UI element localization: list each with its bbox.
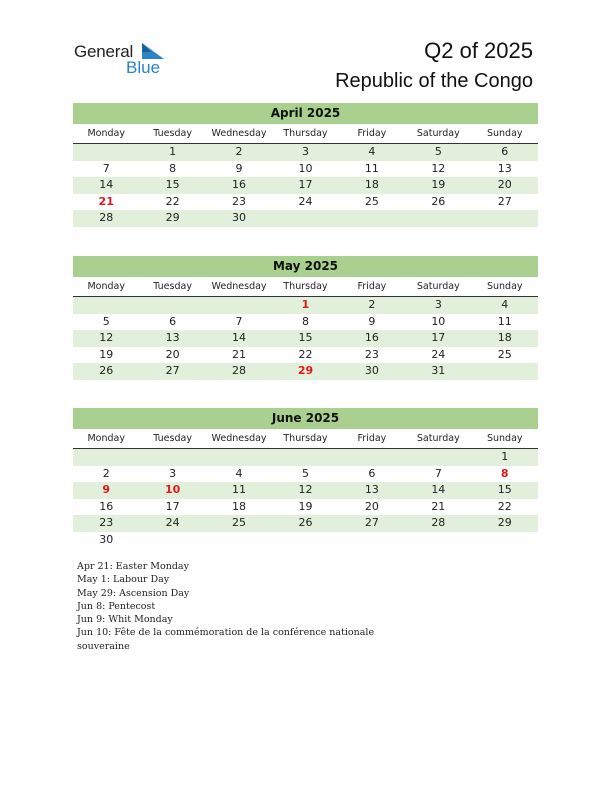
day-cell: 28 xyxy=(99,211,114,224)
day-cell: 11 xyxy=(232,483,247,496)
holiday-day-cell: 10 xyxy=(164,483,181,496)
holiday-day-cell: 1 xyxy=(301,298,310,311)
month-header: June 2025 xyxy=(73,408,538,429)
holiday-note: Jun 8: Pentecost xyxy=(77,600,156,612)
day-cell: 5 xyxy=(102,314,110,328)
day-cell: 20 xyxy=(497,178,512,191)
week-row xyxy=(73,466,538,483)
day-cell xyxy=(73,144,139,161)
day-cell xyxy=(405,210,471,227)
day-cell: 22 xyxy=(298,347,313,361)
day-cell: 12 xyxy=(431,161,446,175)
generalblue-logo xyxy=(74,42,174,76)
day-cell: 2 xyxy=(102,466,110,480)
weekday-label: Sunday xyxy=(486,281,523,292)
page-title: Q2 of 2025 xyxy=(424,38,533,63)
day-cell: 24 xyxy=(298,194,313,208)
month-header: April 2025 xyxy=(73,103,538,124)
day-cell: 2 xyxy=(235,145,243,158)
day-cell: 13 xyxy=(364,483,379,496)
week-row xyxy=(73,482,538,499)
day-cell xyxy=(405,449,471,466)
month-header: May 2025 xyxy=(73,256,538,277)
day-cell: 4 xyxy=(501,298,509,311)
day-cell: 9 xyxy=(235,161,243,175)
day-cell: 16 xyxy=(99,499,114,513)
day-cell: 27 xyxy=(497,194,512,208)
day-cell xyxy=(139,449,205,466)
day-cell: 22 xyxy=(497,499,512,513)
day-cell: 2 xyxy=(368,298,376,311)
weekday-label: Sunday xyxy=(486,433,523,444)
logo-text-general: General xyxy=(74,42,134,61)
weekday-label: Tuesday xyxy=(153,128,192,139)
day-cell: 30 xyxy=(232,211,247,224)
day-cell: 16 xyxy=(232,178,247,191)
day-cell: 18 xyxy=(497,331,512,344)
day-cell: 11 xyxy=(364,161,379,175)
day-cell: 10 xyxy=(298,161,313,175)
day-cell xyxy=(206,297,272,314)
day-cell: 4 xyxy=(368,145,376,158)
day-cell: 6 xyxy=(501,145,509,158)
weekday-label: Wednesday xyxy=(211,128,267,139)
day-cell: 12 xyxy=(298,483,313,496)
day-cell: 25 xyxy=(232,516,247,529)
day-cell xyxy=(405,532,471,549)
holiday-note: May 29: Ascension Day xyxy=(77,587,190,599)
weekday-label: Saturday xyxy=(416,128,460,139)
day-cell: 10 xyxy=(431,314,446,328)
day-cell: 1 xyxy=(169,145,177,158)
day-cell: 17 xyxy=(298,178,313,191)
holiday-day-cell: 29 xyxy=(297,364,314,377)
day-cell xyxy=(272,532,338,549)
weekday-label: Saturday xyxy=(416,281,460,292)
day-cell: 29 xyxy=(165,211,180,224)
holiday-note: Jun 9: Whit Monday xyxy=(77,614,173,626)
day-cell: 31 xyxy=(431,364,446,377)
day-cell: 5 xyxy=(301,466,309,480)
day-cell: 6 xyxy=(368,466,376,480)
weekday-label: Tuesday xyxy=(153,281,192,292)
week-row xyxy=(73,363,538,380)
day-cell: 9 xyxy=(368,314,376,328)
day-cell: 11 xyxy=(497,314,512,328)
day-cell: 26 xyxy=(298,516,313,529)
weekday-label: Monday xyxy=(87,128,125,139)
week-row xyxy=(73,297,538,314)
day-cell: 19 xyxy=(431,178,446,191)
weekday-label: Friday xyxy=(357,433,387,444)
day-cell: 15 xyxy=(298,331,313,344)
day-cell: 17 xyxy=(431,331,446,344)
day-cell: 24 xyxy=(165,516,180,529)
day-cell: 14 xyxy=(232,331,247,344)
day-cell: 23 xyxy=(232,194,247,208)
week-row xyxy=(73,532,538,549)
day-cell: 18 xyxy=(364,178,379,191)
day-cell: 8 xyxy=(301,314,309,328)
weekday-label: Thursday xyxy=(283,281,328,292)
week-row xyxy=(73,314,538,331)
page-subtitle: Republic of the Congo xyxy=(335,70,533,92)
day-cell: 1 xyxy=(501,450,509,463)
holiday-note: Apr 21: Easter Monday xyxy=(77,561,189,572)
day-cell: 7 xyxy=(235,314,243,328)
weekday-label: Friday xyxy=(357,281,387,292)
day-cell: 25 xyxy=(364,194,379,208)
week-row xyxy=(73,144,538,161)
weekday-header-row xyxy=(73,126,538,144)
month-calendar-june xyxy=(73,408,538,548)
day-cell: 7 xyxy=(102,161,110,175)
day-cell: 8 xyxy=(169,161,177,175)
week-row xyxy=(73,347,538,364)
day-cell xyxy=(73,449,139,466)
holiday-note: Jun 10: Fête de la commémoration de la conférence nationale souveraine xyxy=(77,627,375,652)
week-row xyxy=(73,499,538,516)
day-cell: 3 xyxy=(434,298,442,311)
holiday-day-cell: 9 xyxy=(102,483,111,496)
weekday-label: Friday xyxy=(357,128,387,139)
day-cell: 15 xyxy=(497,483,512,496)
week-row xyxy=(73,449,538,466)
day-cell: 3 xyxy=(301,145,309,158)
day-cell xyxy=(339,532,405,549)
weekday-label: Wednesday xyxy=(211,281,267,292)
day-cell xyxy=(472,210,538,227)
weekday-label: Tuesday xyxy=(153,433,192,444)
weekday-label: Sunday xyxy=(486,128,523,139)
week-row xyxy=(73,515,538,532)
day-cell xyxy=(272,449,338,466)
day-cell: 20 xyxy=(165,347,180,361)
month-calendar-may xyxy=(73,256,538,380)
day-cell: 24 xyxy=(431,347,446,361)
day-cell xyxy=(139,297,205,314)
day-cell: 26 xyxy=(431,194,446,208)
day-cell: 13 xyxy=(165,331,180,344)
day-cell: 21 xyxy=(232,347,247,361)
day-cell: 30 xyxy=(364,364,379,377)
holiday-day-cell: 21 xyxy=(98,194,114,208)
day-cell: 13 xyxy=(497,161,512,175)
week-row xyxy=(73,210,538,227)
day-cell: 4 xyxy=(235,466,243,480)
week-row xyxy=(73,194,538,211)
holiday-note: May 1: Labour Day xyxy=(77,574,170,586)
week-row xyxy=(73,177,538,194)
day-cell xyxy=(472,363,538,380)
day-cell: 22 xyxy=(165,194,180,208)
logo-triangle-icon xyxy=(142,43,164,59)
day-cell xyxy=(73,297,139,314)
weekday-label: Thursday xyxy=(283,128,328,139)
day-cell: 25 xyxy=(497,347,512,361)
day-cell: 27 xyxy=(364,516,379,529)
day-cell xyxy=(206,532,272,549)
day-cell: 16 xyxy=(364,331,379,344)
day-cell xyxy=(339,449,405,466)
weekday-header-row xyxy=(73,431,538,449)
day-cell: 3 xyxy=(169,466,177,480)
weekday-label: Thursday xyxy=(283,433,328,444)
day-cell: 18 xyxy=(232,499,247,513)
week-row xyxy=(73,330,538,347)
day-cell: 6 xyxy=(169,314,177,328)
weekday-label: Monday xyxy=(87,433,125,444)
day-cell: 19 xyxy=(99,347,114,361)
day-cell: 23 xyxy=(99,516,114,529)
day-cell: 29 xyxy=(497,516,512,529)
day-cell xyxy=(472,532,538,549)
day-cell: 23 xyxy=(364,347,379,361)
day-cell xyxy=(272,210,338,227)
weekday-label: Monday xyxy=(87,281,125,292)
day-cell: 20 xyxy=(364,499,379,513)
day-cell xyxy=(139,532,205,549)
day-cell: 26 xyxy=(99,364,114,377)
day-cell: 21 xyxy=(431,499,446,513)
weekday-label: Saturday xyxy=(416,433,460,444)
weekday-label: Wednesday xyxy=(211,433,267,444)
day-cell: 12 xyxy=(99,331,114,344)
day-cell xyxy=(206,449,272,466)
month-calendar-april xyxy=(73,103,538,227)
day-cell: 5 xyxy=(434,145,442,158)
day-cell: 15 xyxy=(165,178,180,191)
day-cell: 30 xyxy=(99,532,114,546)
logo-text-blue: Blue xyxy=(126,58,161,77)
day-cell xyxy=(339,210,405,227)
holiday-notes xyxy=(77,560,377,653)
weekday-header-row xyxy=(73,279,538,297)
day-cell: 19 xyxy=(298,499,313,513)
day-cell: 27 xyxy=(165,364,180,377)
day-cell: 14 xyxy=(99,178,114,191)
day-cell: 14 xyxy=(431,483,446,496)
day-cell: 28 xyxy=(232,364,247,377)
day-cell: 17 xyxy=(165,499,180,513)
day-cell: 7 xyxy=(434,466,442,480)
day-cell: 28 xyxy=(431,516,446,529)
week-row xyxy=(73,161,538,178)
holiday-day-cell: 8 xyxy=(500,466,509,480)
